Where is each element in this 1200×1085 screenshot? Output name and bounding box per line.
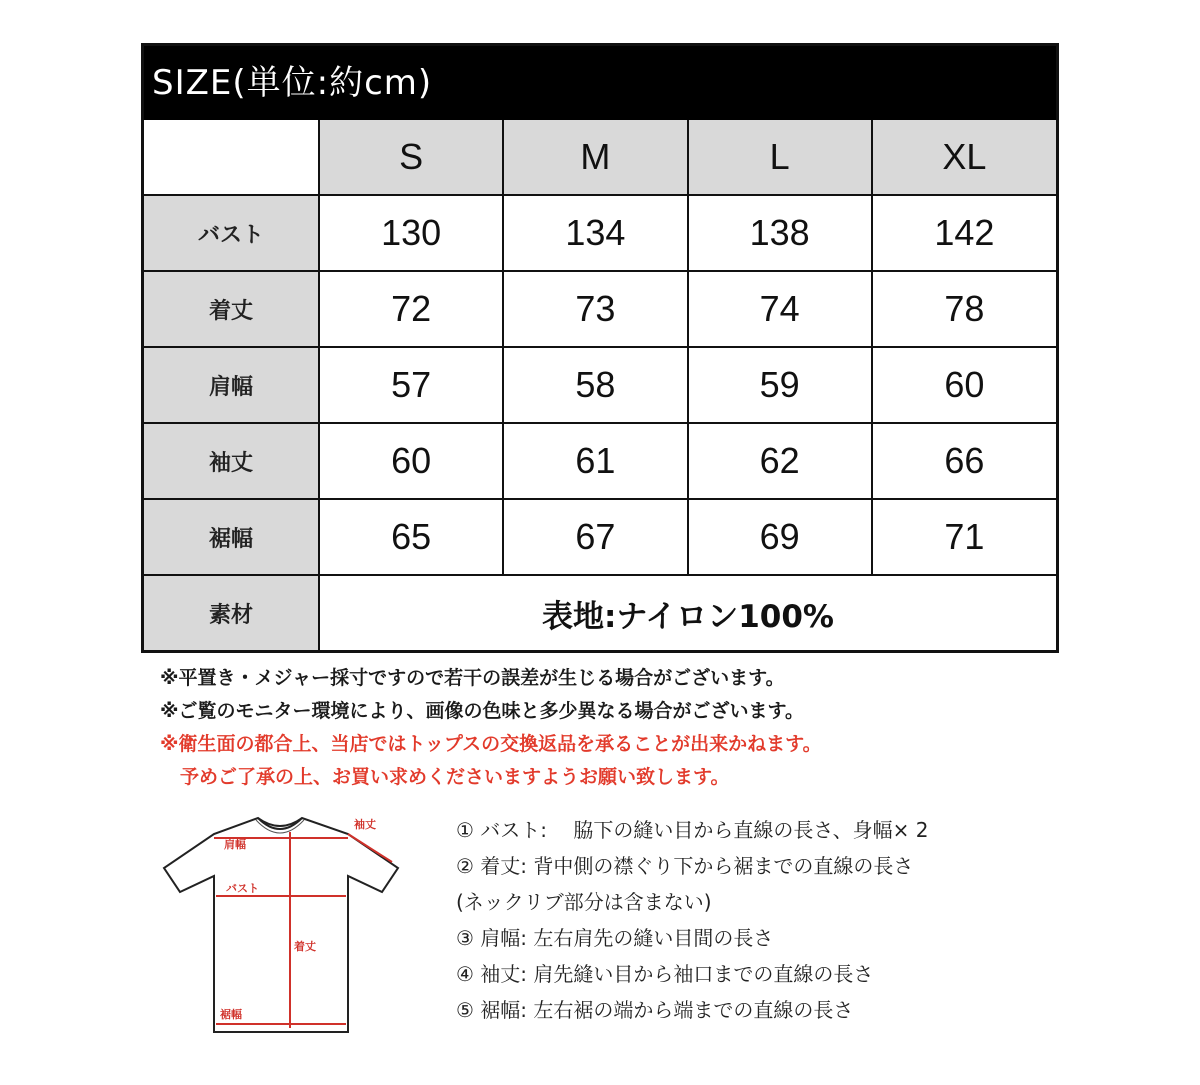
row-label-shoulder: 肩幅 [144, 347, 319, 423]
cell-value: 61 [503, 423, 687, 499]
legend-hem: ⑤ 裾幅: 左右裾の端から端までの直線の長さ [456, 998, 854, 1022]
cell-value: 58 [503, 347, 687, 423]
diagram-label-shoulder: 肩幅 [224, 838, 246, 851]
tshirt-diagram [160, 810, 400, 1038]
legend-sleeve: ④ 袖丈: 肩先縫い目から袖口までの直線の長さ [456, 962, 874, 986]
measurement-legend [456, 812, 1076, 1028]
size-chart [141, 43, 1059, 653]
table-row [144, 575, 1056, 650]
legend-length: ② 着丈: 背中側の襟ぐり下から裾までの直線の長さ [456, 854, 914, 878]
cell-value: 69 [688, 499, 872, 575]
cell-value: 65 [319, 499, 503, 575]
diagram-label-hem: 裾幅 [220, 1008, 242, 1021]
note-no-return: ※衛生面の都合上、当店ではトップスの交換返品を承ることが出来かねます。 [160, 733, 822, 755]
cell-value: 142 [872, 195, 1056, 271]
table-row [144, 347, 1056, 423]
size-header-row [144, 120, 1056, 195]
table-row [144, 195, 1056, 271]
cell-value: 74 [688, 271, 872, 347]
legend-shoulder: ③ 肩幅: 左右肩先の縫い目間の長さ [456, 926, 774, 950]
chart-title: SIZE(単位:約cm) [144, 46, 1056, 120]
diagram-label-sleeve: 袖丈 [354, 818, 376, 831]
size-header-l: L [688, 120, 872, 195]
cell-value: 73 [503, 271, 687, 347]
cell-value: 60 [872, 347, 1056, 423]
note-acknowledge: 予めご了承の上、お買い求めくださいますようお願い致します。 [180, 766, 730, 788]
row-label-material: 素材 [144, 575, 319, 650]
cell-value: 59 [688, 347, 872, 423]
material-value: 表地:ナイロン100% [319, 575, 1056, 650]
cell-value: 134 [503, 195, 687, 271]
row-label-hem: 裾幅 [144, 499, 319, 575]
table-row [144, 499, 1056, 575]
note-measurement: ※平置き・メジャー採寸ですので若干の誤差が生じる場合がございます。 [160, 667, 785, 689]
row-label-length: 着丈 [144, 271, 319, 347]
notes [160, 662, 1060, 794]
table-row [144, 271, 1056, 347]
cell-value: 78 [872, 271, 1056, 347]
cell-value: 62 [688, 423, 872, 499]
legend-bust: ① バスト: 脇下の縫い目から直線の長さ、身幅× 2 [456, 818, 929, 842]
cell-value: 67 [503, 499, 687, 575]
size-table [144, 120, 1056, 650]
note-monitor: ※ご覧のモニター環境により、画像の色味と多少異なる場合がございます。 [160, 700, 804, 722]
legend-length-note: (ネックリブ部分は含まない) [456, 890, 712, 914]
diagram-label-length: 着丈 [294, 940, 316, 953]
size-header-m: M [503, 120, 687, 195]
cell-value: 71 [872, 499, 1056, 575]
cell-value: 66 [872, 423, 1056, 499]
diagram-label-bust: バスト [226, 882, 259, 895]
tshirt-outline [164, 818, 398, 1032]
row-label-bust: バスト [144, 195, 319, 271]
cell-value: 60 [319, 423, 503, 499]
cell-value: 57 [319, 347, 503, 423]
cell-value: 138 [688, 195, 872, 271]
table-row [144, 423, 1056, 499]
tshirt-illustration [160, 810, 400, 1038]
size-header-s: S [319, 120, 503, 195]
cell-value: 130 [319, 195, 503, 271]
size-header-xl: XL [872, 120, 1056, 195]
cell-value: 72 [319, 271, 503, 347]
corner-cell [144, 120, 319, 195]
row-label-sleeve: 袖丈 [144, 423, 319, 499]
